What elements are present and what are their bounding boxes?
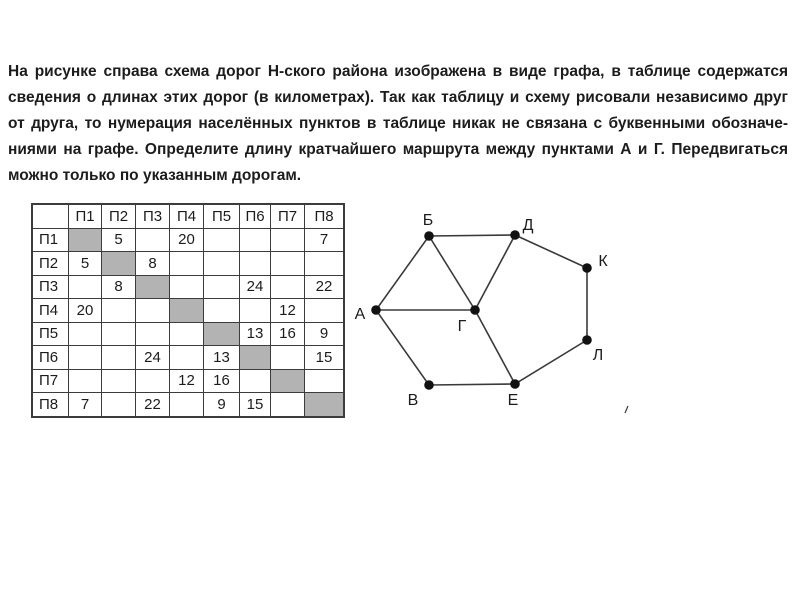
graph-node-А bbox=[371, 305, 381, 315]
table-cell bbox=[69, 275, 102, 299]
table-cell: 13 bbox=[204, 346, 240, 370]
table-cell bbox=[240, 252, 271, 276]
table-cell: 5 bbox=[69, 252, 102, 276]
graph-edge-Г-Д bbox=[475, 235, 515, 310]
graph-node-label: К bbox=[598, 253, 608, 270]
table-cell bbox=[170, 252, 204, 276]
table-cell: 15 bbox=[305, 346, 345, 370]
table-cell bbox=[102, 346, 136, 370]
graph-edge-Б-Г bbox=[429, 236, 475, 310]
table-cell bbox=[204, 299, 240, 323]
table-diagonal-cell bbox=[69, 228, 102, 252]
table-cell: 16 bbox=[204, 369, 240, 393]
graph-node-Е bbox=[510, 379, 520, 389]
table-cell bbox=[69, 322, 102, 346]
table-cell bbox=[170, 346, 204, 370]
table-row bbox=[32, 393, 344, 417]
graph-node-label: А bbox=[354, 306, 366, 323]
table-corner-cell bbox=[32, 204, 69, 228]
table-cell bbox=[170, 275, 204, 299]
table-row-label: П6 bbox=[32, 346, 69, 370]
table-row bbox=[32, 346, 344, 370]
table-col-header: П3 bbox=[136, 204, 170, 228]
table-cell bbox=[170, 322, 204, 346]
table-row-label: П3 bbox=[32, 275, 69, 299]
graph-edge-Б-Д bbox=[429, 235, 515, 236]
table-row-label: П7 bbox=[32, 369, 69, 393]
graph-edge-Г-Е bbox=[475, 310, 515, 384]
table-row bbox=[32, 299, 344, 323]
table-cell: 8 bbox=[136, 252, 170, 276]
table-row-label: П1 bbox=[32, 228, 69, 252]
table-cell bbox=[271, 346, 305, 370]
graph-node-Б bbox=[424, 231, 434, 241]
table-cell bbox=[136, 322, 170, 346]
graph-edge-Л-Е bbox=[515, 340, 587, 384]
table-cell: 24 bbox=[136, 346, 170, 370]
graph-edge-В-Е bbox=[429, 384, 515, 385]
table-cell: 22 bbox=[136, 393, 170, 417]
table-col-header: П8 bbox=[305, 204, 345, 228]
table-row-label: П4 bbox=[32, 299, 69, 323]
table-col-header: П6 bbox=[240, 204, 271, 228]
table-cell: 12 bbox=[170, 369, 204, 393]
table-cell: 9 bbox=[305, 322, 345, 346]
table-cell bbox=[240, 369, 271, 393]
graph-edge-А-В bbox=[376, 310, 429, 385]
table-col-header: П1 bbox=[69, 204, 102, 228]
graph-node-В bbox=[424, 380, 434, 390]
problem-line-4: ниями на графе. Определите длину кратчайшего маршрута между пунктами А и Г. Передвигаться bbox=[8, 141, 788, 158]
graph-node-К bbox=[582, 263, 592, 273]
table-cell: 20 bbox=[69, 299, 102, 323]
table-cell bbox=[204, 252, 240, 276]
table-cell bbox=[136, 369, 170, 393]
table-cell: 24 bbox=[240, 275, 271, 299]
stray-mark bbox=[625, 406, 628, 413]
table-col-header: П4 bbox=[170, 204, 204, 228]
table-row bbox=[32, 322, 344, 346]
graph-edge-А-Б bbox=[376, 236, 429, 310]
table-diagonal-cell bbox=[102, 252, 136, 276]
graph-node-Г bbox=[470, 305, 480, 315]
table-cell bbox=[240, 299, 271, 323]
table-row bbox=[32, 369, 344, 393]
table-cell: 7 bbox=[69, 393, 102, 417]
table-cell: 8 bbox=[102, 275, 136, 299]
table-cell bbox=[102, 369, 136, 393]
table-row-label: П8 bbox=[32, 393, 69, 417]
table-diagonal-cell bbox=[170, 299, 204, 323]
problem-line-1: На рисунке справа схема дорог Н-ского района изображена в виде графа, в таблице содержатся bbox=[8, 63, 788, 80]
table-cell: 12 bbox=[271, 299, 305, 323]
table-cell bbox=[69, 346, 102, 370]
table-cell: 20 bbox=[170, 228, 204, 252]
table-cell bbox=[102, 299, 136, 323]
problem-line-2: сведения о длинах этих дорог (в километрах). Так как таблицу и схему рисовали независимо друг bbox=[8, 89, 788, 106]
table-diagonal-cell bbox=[305, 393, 345, 417]
table-cell bbox=[271, 228, 305, 252]
table-cell bbox=[136, 299, 170, 323]
table-cell: 7 bbox=[305, 228, 345, 252]
table-cell bbox=[170, 393, 204, 417]
graph-node-label: Л bbox=[592, 347, 604, 364]
table-row-label: П2 bbox=[32, 252, 69, 276]
road-graph bbox=[352, 200, 642, 415]
graph-edge-Д-К bbox=[515, 235, 587, 268]
table-cell bbox=[271, 393, 305, 417]
table-cell bbox=[271, 252, 305, 276]
table-cell: 9 bbox=[204, 393, 240, 417]
table-col-header: П5 bbox=[204, 204, 240, 228]
problem-line-3: от друга, то нумерация населённых пунктов в таблице никак не связана с буквенными обозначе- bbox=[8, 115, 788, 132]
table-cell bbox=[69, 369, 102, 393]
table-cell bbox=[136, 228, 170, 252]
table-cell bbox=[102, 393, 136, 417]
table-cell: 16 bbox=[271, 322, 305, 346]
table-header-row bbox=[32, 204, 344, 228]
table-cell bbox=[240, 228, 271, 252]
table-diagonal-cell bbox=[136, 275, 170, 299]
table-row bbox=[32, 275, 344, 299]
table-cell bbox=[271, 275, 305, 299]
table-col-header: П7 bbox=[271, 204, 305, 228]
table-cell bbox=[305, 252, 345, 276]
graph-node-label: Д bbox=[522, 217, 534, 234]
problem-line-5: можно только по указанным дорогам. bbox=[8, 167, 302, 184]
table-cell bbox=[204, 275, 240, 299]
graph-node-Д bbox=[510, 230, 520, 240]
graph-node-label: Б bbox=[422, 212, 434, 229]
table-cell: 13 bbox=[240, 322, 271, 346]
table-col-header: П2 bbox=[102, 204, 136, 228]
table-cell bbox=[305, 369, 345, 393]
table-cell: 22 bbox=[305, 275, 345, 299]
graph-node-Л bbox=[582, 335, 592, 345]
table-row bbox=[32, 252, 344, 276]
table-cell bbox=[305, 299, 345, 323]
table-cell bbox=[204, 228, 240, 252]
table-cell: 5 bbox=[102, 228, 136, 252]
problem-statement bbox=[8, 59, 788, 189]
graph-node-label: Е bbox=[507, 392, 519, 409]
graph-node-label: Г bbox=[457, 318, 467, 335]
distance-table bbox=[31, 203, 345, 418]
table-cell bbox=[102, 322, 136, 346]
table-diagonal-cell bbox=[204, 322, 240, 346]
table-row bbox=[32, 228, 344, 252]
table-cell: 15 bbox=[240, 393, 271, 417]
table-diagonal-cell bbox=[240, 346, 271, 370]
table-row-label: П5 bbox=[32, 322, 69, 346]
table-diagonal-cell bbox=[271, 369, 305, 393]
graph-node-label: В bbox=[407, 392, 419, 409]
